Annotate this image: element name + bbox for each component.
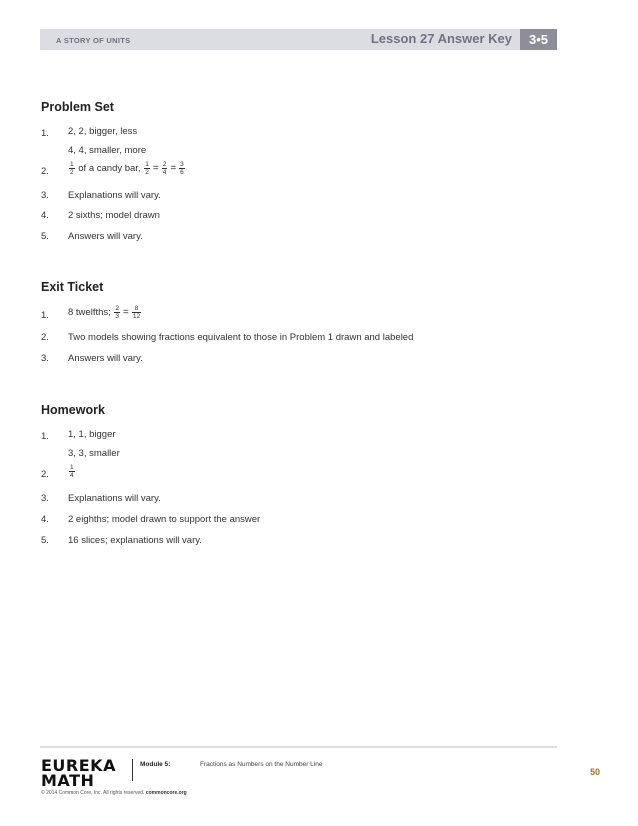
module-label: Module 5: [140,761,171,768]
hw-item-4-text: 2 eighths; model drawn to support the answer [68,514,261,525]
hw-item-3-text: Explanations will vary. [68,493,161,504]
hw-item-4-num: 4. [41,514,49,525]
et-item-1-answer: 8 twelfths; $\frac{2}{3}$ = $\frac{8}{12}$ [68,305,141,320]
et-item-2-num: 2. [41,332,49,343]
ps-item-4-text: 2 sixths; model drawn [68,210,160,221]
hw-item-2-num: 2. [41,469,49,480]
footer-rule [40,746,557,748]
et-item-3-text: Answers will vary. [68,353,143,364]
et-item-2-text: Two models showing fractions equivalent to those in Problem 1 drawn and labeled [68,332,414,343]
fraction: $\frac{2}{4}$ [162,161,167,176]
hw-item-5-num: 5. [41,535,49,546]
hw-item-3-num: 3. [41,493,49,504]
copyright: © 2014 Common Core, Inc. All rights reserved. commoncore.org [41,790,187,796]
page-number: 50 [590,767,601,777]
problem-set-title: Problem Set [41,100,114,114]
fraction: $\frac{1}{4}$ [70,464,74,479]
ps-item-3-num: 3. [41,190,49,201]
ps-item-1-num: 1. [41,128,49,139]
ps-item-1-line-1: 2, 2, bigger, less [68,126,138,137]
hw-item-2-answer [68,464,76,479]
lesson-title: Lesson 27 Answer Key [370,31,512,46]
hw-item-1-line-1: 1, 1, bigger [68,429,116,440]
et-item-1-num: 1. [41,310,49,321]
module-badge: 3•5 [520,29,557,50]
fraction: $\frac{1}{2}$ [70,161,74,176]
hw-item-1-num: 1. [41,431,49,442]
hw-item-1-line-2: 3, 3, smaller [68,448,120,459]
fraction: $\frac{8}{12}$ [132,305,141,320]
et-item-3-num: 3. [41,353,49,364]
ps-item-2-answer: $\frac{1}{2}$ of a candy bar, $\frac{1}{2}$ = $\frac{2}{4}$ = $\frac{3}{6}$ [70,161,184,176]
hw-item-5-text: 16 slices; explanations will vary. [68,535,202,546]
fraction: $\frac{3}{6}$ [180,161,184,176]
series-label: A STORY OF UNITS [56,36,131,45]
fraction: $\frac{2}{3}$ [115,305,120,320]
ps-item-4-num: 4. [41,210,49,221]
ps-item-3-text: Explanations will vary. [68,190,161,201]
module-name: Fractions as Numbers on the Number Line [200,761,323,768]
ps-item-5-num: 5. [41,231,49,242]
homework-title: Homework [41,403,105,417]
fraction: $\frac{1}{2}$ [145,161,149,176]
exit-ticket-title: Exit Ticket [41,280,104,294]
eureka-math-logo: EUREKA MATH [41,756,116,790]
footer-divider [132,759,133,781]
ps-item-1-line-2: 4, 4, smaller, more [68,145,147,156]
ps-item-2-num: 2. [41,166,49,177]
ps-item-5-text: Answers will vary. [68,231,143,242]
